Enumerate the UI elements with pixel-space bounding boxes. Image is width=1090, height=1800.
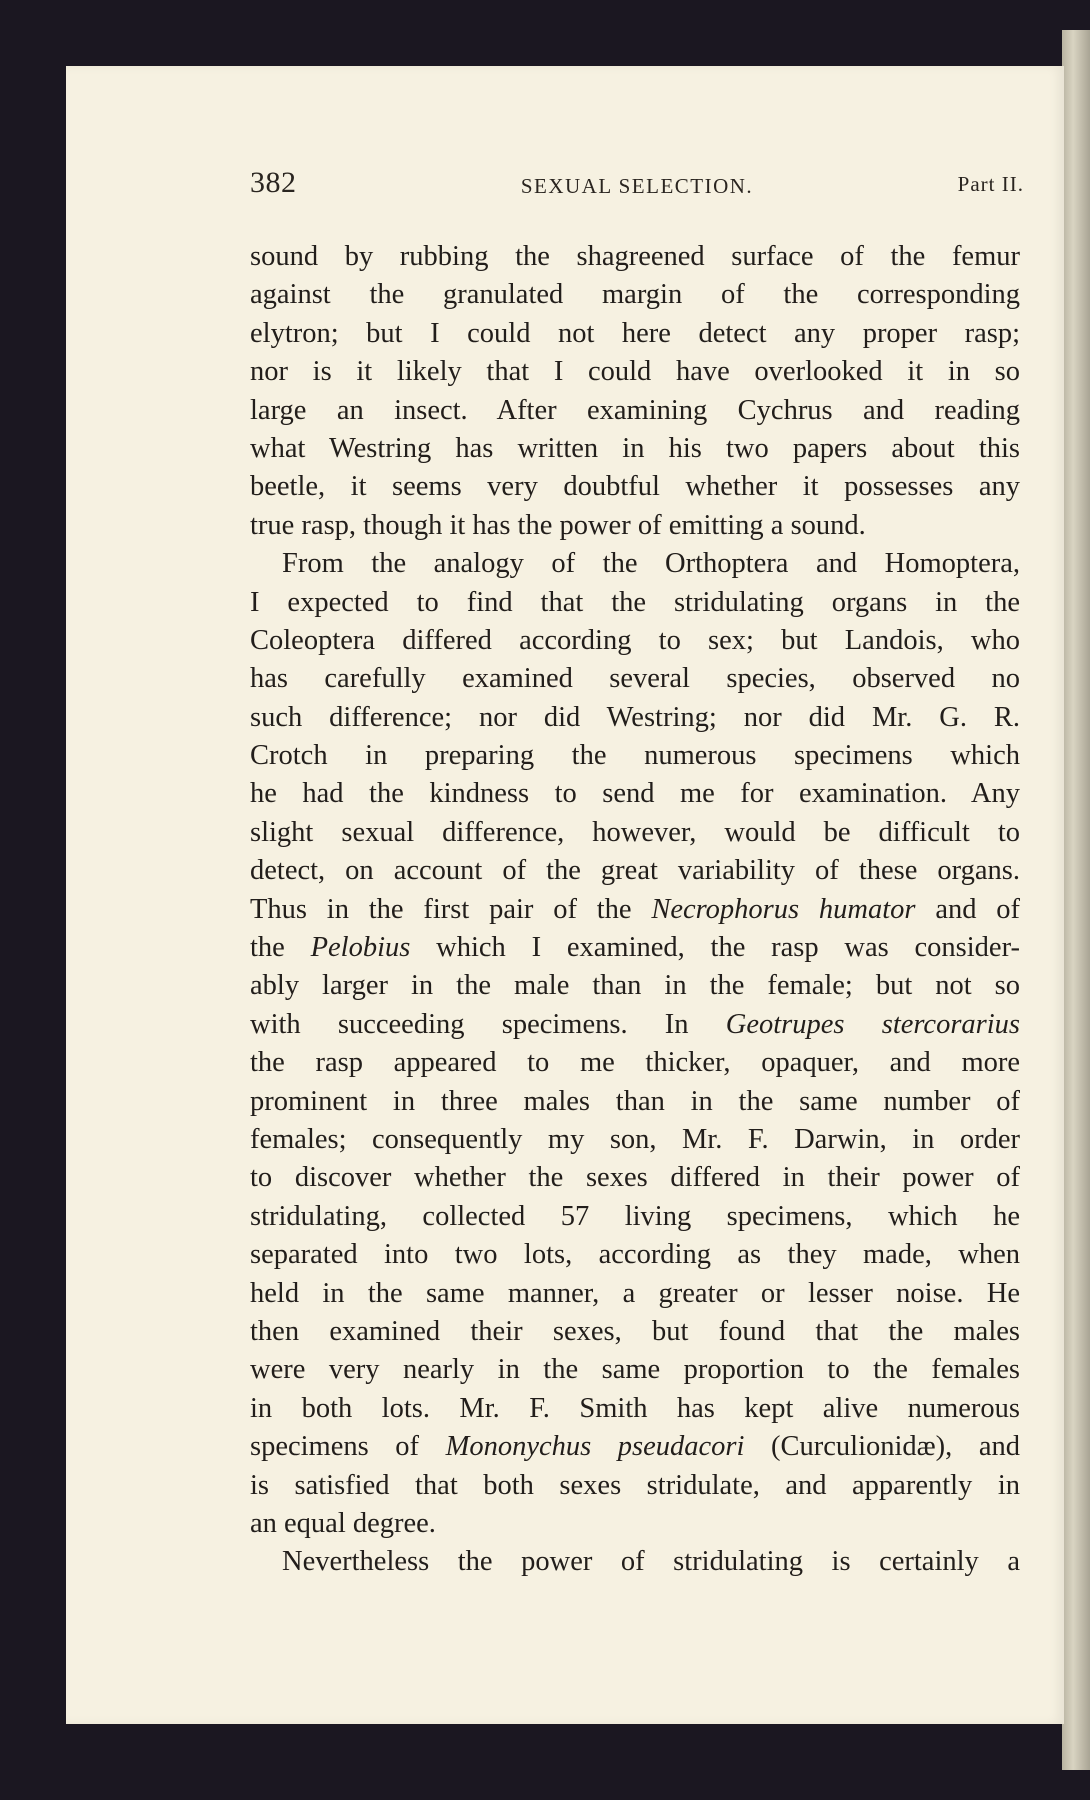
text-line-segment: which I examined, the rasp was consider- — [410, 932, 1020, 964]
italic-term: Pelobius — [310, 932, 411, 964]
text-line — [250, 929, 1020, 967]
text-line-segment: the — [250, 932, 311, 964]
text-line: slight sexual difference, however, would be difficult to — [250, 816, 1020, 848]
text-line-segment: with succeeding specimens. In — [250, 1008, 726, 1040]
text-line: true rasp, though it has the power of emitting a sound. — [250, 509, 866, 541]
text-line — [250, 891, 1020, 929]
text-line: is satisfied that both sexes stridulate, and apparently in — [250, 1469, 1020, 1501]
text-line-segment: (Curculionidæ), and — [744, 1431, 1021, 1463]
text-line: against the granulated margin of the corresponding — [250, 279, 1020, 311]
text-line: the rasp appeared to me thicker, opaquer, and more — [250, 1047, 1020, 1079]
page-header — [250, 166, 1024, 206]
text-line: stridulating, collected 57 living specimens, which he — [250, 1200, 1020, 1232]
body-text — [250, 238, 1020, 1582]
text-line: beetle, it seems very doubtful whether it possesses any — [250, 471, 1020, 503]
text-line: females; consequently my son, Mr. F. Darwin, in order — [250, 1123, 1020, 1155]
text-line: nor is it likely that I could have overlooked it in so — [250, 356, 1020, 388]
text-line-segment: and of — [915, 893, 1020, 925]
text-line: detect, on account of the great variability of these organs. — [250, 855, 1020, 887]
text-line: separated into two lots, according as they made, when — [250, 1239, 1020, 1271]
text-line: From the analogy of the Orthoptera and Homoptera, — [282, 548, 1020, 580]
text-line: what Westring has written in his two papers about this — [250, 432, 1020, 464]
text-line: Nevertheless the power of stridulating is certainly a — [282, 1546, 1020, 1578]
text-line: sound by rubbing the shagreened surface of the femur — [250, 241, 1020, 272]
italic-term: Necrophorus humator — [651, 893, 916, 925]
italic-term: Geotrupes stercorarius — [725, 1008, 1021, 1040]
text-line: I expected to find that the stridulating organs in the — [250, 586, 1020, 618]
part-label: Part II. — [957, 172, 1024, 196]
text-line: has carefully examined several species, observed no — [250, 663, 1020, 695]
text-line: elytron; but I could not here detect any proper rasp; — [250, 317, 1020, 349]
text-line — [250, 1428, 1020, 1466]
text-line: Coleoptera differed according to sex; but Landois, who — [250, 624, 1020, 656]
text-line-segment: specimens of — [250, 1431, 446, 1463]
text-line: held in the same manner, a greater or lesser noise. He — [250, 1277, 1020, 1309]
text-line: then examined their sexes, but found that the males — [250, 1315, 1020, 1347]
text-line-segment: Thus in the first pair of the — [250, 893, 652, 925]
text-line: in both lots. Mr. F. Smith has kept alive numerous — [250, 1392, 1020, 1424]
page-edge — [1062, 30, 1090, 1770]
text-line: such difference; nor did Westring; nor did Mr. G. R. — [250, 701, 1020, 733]
text-line: he had the kindness to send me for examination. Any — [250, 778, 1020, 810]
italic-term: Mononychus pseudacori — [445, 1431, 745, 1463]
text-line: Crotch in preparing the numerous specimens which — [250, 740, 1020, 772]
text-line — [250, 1006, 1020, 1044]
text-line: were very nearly in the same proportion to the females — [250, 1354, 1020, 1386]
text-line: prominent in three males than in the same number of — [250, 1085, 1020, 1117]
text-line: large an insect. After examining Cychrus and reading — [250, 394, 1020, 426]
page-number: 382 — [250, 166, 297, 199]
text-line: to discover whether the sexes differed in their power of — [250, 1162, 1020, 1194]
text-line: an equal degree. — [250, 1507, 436, 1539]
text-line: ably larger in the male than in the female; but not so — [250, 970, 1020, 1002]
running-title: SEXUAL SELECTION. — [520, 174, 754, 198]
